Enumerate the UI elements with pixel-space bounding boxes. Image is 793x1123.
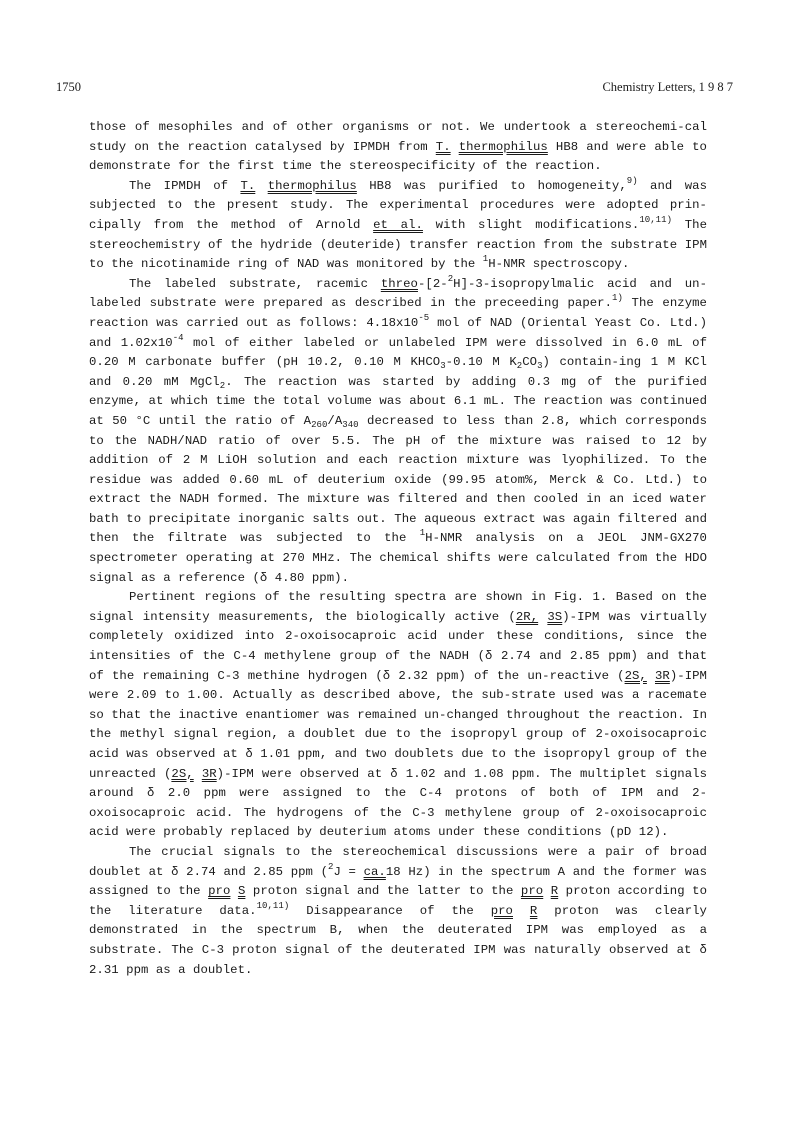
running-header [56,80,733,100]
pro-label: pro [208,884,231,899]
text: H]-3-isopropylmalic acid and un-labeled substrate were prepared as described in the preceeding paper. [89,276,707,311]
subscript: 3 [440,361,446,372]
text: )-IPM were 2.09 to 1.00. Actually as described above, the sub-strate used was a racemate so that the inactive enantiomer was remained un-changed throughout the reaction. In the methyl signal region, a doublet due to the isopropyl group of 2-oxoisocaproic acid was observed at δ 1.01 ppm, and two doublets due to the isopropyl group of the unreacted ( [89,668,707,781]
text: proton signal and the latter to the [245,884,521,899]
text: HB8 was purified to homogeneity, [356,178,627,193]
subscript: 3 [537,361,543,372]
text: The stereochemistry of the hydride (deuteride) transfer reaction from the substrate IPM to the nicotinamide ring of NAD was monitored by the [89,217,708,272]
pro-label: pro [520,884,544,899]
text: proton according to the literature data. [89,884,708,918]
text: The IPMDH of [129,178,241,193]
text: )-IPM was virtually completely oxidized into 2-oxoisocaproic acid under these conditions, since the intensities of the C-4 methylene group of the NADH (δ 2.74 and 2.85 ppm) and that of the remaining C-3 methine hydrogen (δ 2.32 ppm) of the un-reactive ( [89,609,707,683]
superscript: 2 [328,861,334,872]
text: proton was clearly demonstrated in the spectrum B, when the deuterated IPM was employed as a substrate. The C-3 proton signal of the deuterated IPM was naturally observed at δ 2.31 ppm as a doublet. [89,903,707,977]
reference-mark: 10,11) [256,900,290,911]
subscript: 2 [219,380,226,391]
text: /A [327,413,343,428]
text: The enzyme reaction was carried out as follows: 4.18x10 [89,296,707,330]
stereo-descriptor: 2S, [171,766,194,781]
stereo-descriptor: 3R [201,766,217,781]
paragraph-2 [89,177,707,275]
exponent: -5 [418,312,430,323]
text [538,610,547,624]
pro-label: pro [490,903,513,918]
text [255,179,267,193]
reference-mark: 1) [612,293,623,304]
paragraph-3 [89,275,707,589]
text: mol of NAD (Oriental Yeast Co. Ltd.) and 1.02x10 [89,315,707,350]
text: mol of either labeled or unlabeled IPM were dissolved in 6.0 mL of 0.20 M carbonate buffer (pH 10.2, 0.10 M KHCO [89,335,707,370]
text: -0.10 M K [445,355,517,370]
text: those of mesophiles and of other organisms or not. We undertook a stereochemi-cal study on the reaction catalysed by IPMDH from [89,120,707,154]
subscript: 260 [311,419,328,430]
stereo-descriptor: R [550,884,559,899]
genus-abbrev: T. [435,139,451,154]
page-number: 1750 [56,80,81,94]
genus-abbrev: T. [240,178,256,193]
subscript: 2 [516,361,523,372]
stereo-descriptor: 2S, [624,668,647,683]
text: HB8 and were able to demonstrate for the first time the stereospecificity of the reaction. [89,139,707,174]
text: Pertinent regions of the resulting spectra are shown in Fig. 1. Based on the signal intensity measurements, the biologically active ( [89,590,707,624]
text: H-NMR analysis on a JEOL JNM-GX270 spectrometer operating at 270 MHz. The chemical shifts were calculated from the HDO signal as a reference (δ 4.80 ppm). [89,531,707,585]
text: -[2- [417,276,448,291]
text [194,767,202,781]
text: 18 Hz) in the spectrum A and the former was assigned to the [89,864,707,899]
text: decreased to less than 2.8, which corresponds to the NADH/NAD ratio of over 5.5. The pH of the mixture was raised to 12 by addition of 2 M LiOH solution and each reaction mixture was lyophilized. To the residue was added 0.60 mL of deuterium oxide (99.95 atom%, Merck & Co. Ltd.) to extract the NADH formed. The mixture was filtered and then cooled in an iced water bath to precipitate inorganic salts out. The aqueous extract was again filtered and then the filtrate was subjected to the [89,413,707,546]
stereo-descriptor: 3R [654,668,670,683]
text: . The reaction was started by adding 0.3 mg of the purified enzyme, at which time the total volume was about 6.1 mL. The reaction was continued at 50 °C until the ratio of A [89,374,707,428]
text: )-IPM were observed at δ 1.02 and 1.08 ppm. The multiplet signals around δ 2.0 ppm were assigned to the C-4 protons of both of IPM and 2-oxoisocaproic acid. The hydrogens of the C-3 methylene group of 2-oxoisocaproic acid were probably replaced by deuterium atoms under these conditions (pD 12). [89,766,707,840]
species-name: thermophilus [458,139,548,154]
text [647,669,655,683]
species-name: thermophilus [267,178,357,193]
paragraph-1 [89,118,707,177]
subscript: 340 [342,419,359,430]
superscript: 2 [447,273,454,284]
paragraph-5 [89,843,707,980]
et-al: et al. [373,217,423,232]
text [513,904,530,918]
text: and was subjected to the present study. The experimental procedures were adopted prin-cipally from the method of Arnold [89,178,708,232]
text [451,140,459,154]
superscript: 1 [419,528,426,539]
text: J = [333,864,364,879]
text [230,884,238,898]
text: The labeled substrate, racemic [129,276,381,291]
reference-mark: 9) [626,175,638,186]
article-body [89,118,707,980]
threo-label: threo [380,276,418,291]
text: H-NMR spectroscopy. [488,257,630,272]
text: ) contain-ing 1 M KCl and 0.20 mM MgCl [89,355,707,389]
paragraph-4 [89,588,707,843]
text: The crucial signals to the stereochemical discussions were a pair of broad doublet at δ 2.74 and 2.85 ppm ( [89,844,707,879]
stereo-descriptor: R [529,903,538,918]
stereo-descriptor: S [237,884,246,899]
text: with slight modifications. [422,217,640,232]
superscript: 1 [482,254,489,265]
exponent: -4 [172,332,184,343]
text: CO [522,355,538,370]
reference-mark: 10,11) [639,214,673,225]
circa-abbrev: ca. [363,864,386,879]
text [543,884,551,898]
text: Disappearance of the [289,903,491,918]
stereo-descriptor: 3S [547,609,563,624]
stereo-descriptor: 2R, [515,609,539,624]
journal-title: Chemistry Letters, 1 9 8 7 [602,80,733,94]
